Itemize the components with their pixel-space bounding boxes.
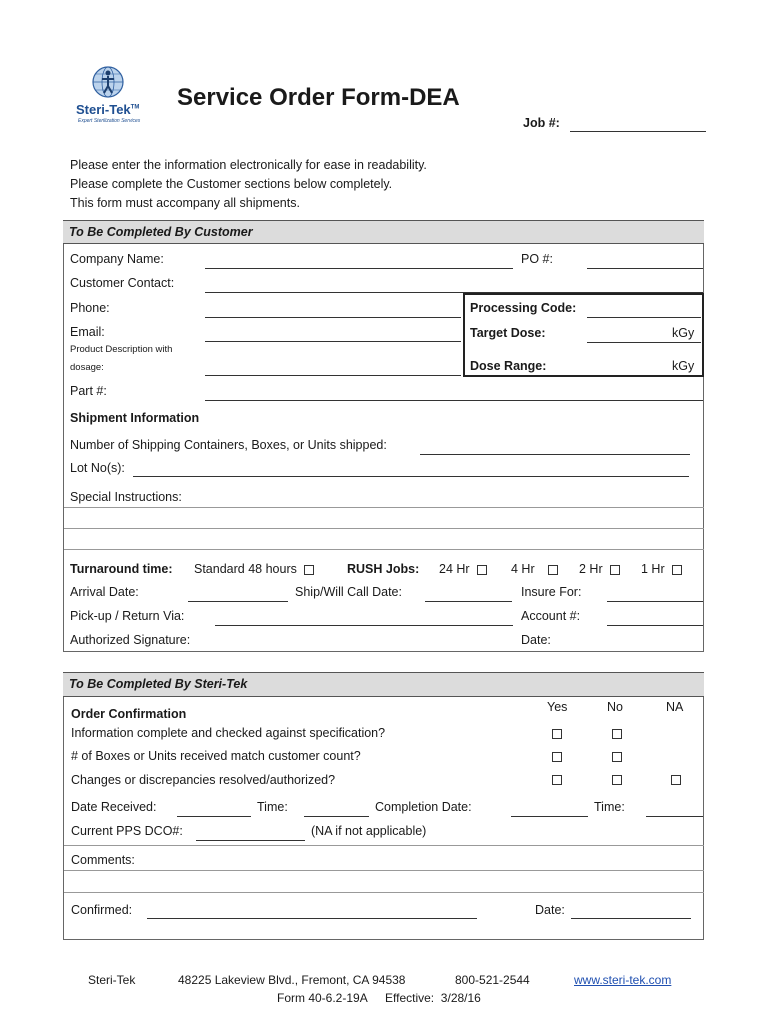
arrival-date-field[interactable] <box>188 601 288 602</box>
containers-field[interactable] <box>420 454 690 455</box>
confirmed-date-label: Date: <box>535 903 565 917</box>
na-note: (NA if not applicable) <box>311 824 427 838</box>
logo-wordmark: Steri-Tek <box>76 102 131 117</box>
signature-label: Authorized Signature: <box>70 633 191 647</box>
company-name-label: Company Name: <box>70 252 164 266</box>
account-label: Account #: <box>521 609 581 623</box>
rush-24-label: 24 Hr <box>439 562 470 576</box>
target-dose-label: Target Dose: <box>470 326 546 340</box>
customer-section-title: To Be Completed By Customer <box>63 220 704 244</box>
email-label: Email: <box>70 325 105 339</box>
standard-48-label: Standard 48 hours <box>194 562 297 576</box>
q1-yes-checkbox[interactable] <box>552 729 562 739</box>
rush-label: RUSH Jobs: <box>347 562 420 576</box>
intro-line: This form must accompany all shipments. <box>70 196 300 210</box>
completion-time-field[interactable] <box>646 816 703 817</box>
intro-line: Please enter the information electronically for ease in readability. <box>70 158 427 172</box>
rush-1-label: 1 Hr <box>641 562 665 576</box>
col-no-header: No <box>607 700 623 714</box>
date-received-label: Date Received: <box>71 800 157 814</box>
question-3: Changes or discrepancies resolved/authorized? <box>71 773 336 787</box>
ship-date-label: Ship/Will Call Date: <box>295 585 402 599</box>
pps-dco-field[interactable] <box>196 840 305 841</box>
standard-48-checkbox[interactable] <box>304 565 314 575</box>
po-field[interactable] <box>587 268 703 269</box>
comments-label: Comments: <box>71 853 135 867</box>
ship-date-field[interactable] <box>425 601 512 602</box>
footer-website-link[interactable]: www.steri-tek.com <box>574 973 672 987</box>
po-label: PO #: <box>521 252 553 266</box>
rush-4-label: 4 Hr <box>511 562 535 576</box>
processing-code-label: Processing Code: <box>470 301 577 315</box>
product-description-field[interactable] <box>205 375 461 376</box>
steritek-section-title: To Be Completed By Steri-Tek <box>63 672 704 697</box>
logo-trademark: TM <box>130 104 140 111</box>
company-name-field[interactable] <box>205 268 513 269</box>
shipment-heading: Shipment Information <box>70 411 200 425</box>
rush-1-checkbox[interactable] <box>672 565 682 575</box>
footer-company: Steri-Tek <box>88 973 136 987</box>
confirmed-label: Confirmed: <box>71 903 133 917</box>
completion-date-label: Completion Date: <box>375 800 472 814</box>
order-confirmation-heading: Order Confirmation <box>71 707 187 721</box>
q2-no-checkbox[interactable] <box>612 752 622 762</box>
logo-tagline: Expert Sterilization Services <box>78 118 141 124</box>
lot-label: Lot No(s): <box>70 461 125 475</box>
product-description-label-2: dosage: <box>70 362 104 373</box>
intro-line: Please complete the Customer sections below completely. <box>70 177 393 191</box>
target-dose-field[interactable] <box>587 342 701 343</box>
signature-date-label: Date: <box>521 633 551 647</box>
special-instructions-field[interactable] <box>64 508 704 528</box>
email-field[interactable] <box>205 341 461 342</box>
footer-phone: 800-521-2544 <box>455 973 530 987</box>
special-instructions-label: Special Instructions: <box>70 490 182 504</box>
rush-2-checkbox[interactable] <box>610 565 620 575</box>
customer-contact-label: Customer Contact: <box>70 276 175 290</box>
dose-range-unit: kGy <box>672 359 695 373</box>
insure-for-label: Insure For: <box>521 585 582 599</box>
part-field[interactable] <box>205 400 703 401</box>
col-yes-header: Yes <box>547 700 568 714</box>
pickup-label: Pick-up / Return Via: <box>70 609 185 623</box>
turnaround-label: Turnaround time: <box>70 562 173 576</box>
insure-for-field[interactable] <box>607 601 703 602</box>
footer-form-number: Form 40-6.2-19A <box>277 991 368 1005</box>
comments-field[interactable] <box>64 871 704 891</box>
question-1: Information complete and checked against specification? <box>71 726 386 740</box>
q1-no-checkbox[interactable] <box>612 729 622 739</box>
rush-4-checkbox[interactable] <box>548 565 558 575</box>
job-number-field[interactable] <box>570 131 706 132</box>
rush-2-label: 2 Hr <box>579 562 603 576</box>
rush-24-checkbox[interactable] <box>477 565 487 575</box>
signature-field[interactable] <box>215 633 513 651</box>
globe-icon <box>74 64 158 104</box>
account-field[interactable] <box>607 625 703 626</box>
q2-yes-checkbox[interactable] <box>552 752 562 762</box>
footer-effective: Effective: 3/28/16 <box>385 991 481 1005</box>
pickup-field[interactable] <box>215 625 513 626</box>
target-dose-unit: kGy <box>672 326 695 340</box>
completion-date-field[interactable] <box>511 816 588 817</box>
arrival-date-label: Arrival Date: <box>70 585 139 599</box>
q3-na-checkbox[interactable] <box>671 775 681 785</box>
footer-address: 48225 Lakeview Blvd., Fremont, CA 94538 <box>178 973 406 987</box>
confirmed-date-field[interactable] <box>571 918 691 919</box>
date-received-field[interactable] <box>177 816 251 817</box>
q3-yes-checkbox[interactable] <box>552 775 562 785</box>
question-2: # of Boxes or Units received match customer count? <box>71 749 361 763</box>
q3-no-checkbox[interactable] <box>612 775 622 785</box>
time-field[interactable] <box>304 816 369 817</box>
job-label: Job #: <box>523 116 560 130</box>
pps-dco-label: Current PPS DCO#: <box>71 824 183 838</box>
completion-time-label: Time: <box>594 800 625 814</box>
dose-range-label: Dose Range: <box>470 359 547 373</box>
confirmed-field[interactable] <box>147 918 477 919</box>
phone-label: Phone: <box>70 301 110 315</box>
company-logo <box>74 64 158 126</box>
part-label: Part #: <box>70 384 107 398</box>
col-na-header: NA <box>666 700 684 714</box>
processing-code-field[interactable] <box>587 317 701 318</box>
product-description-label-1: Product Description with <box>70 344 173 355</box>
containers-label: Number of Shipping Containers, Boxes, or Units shipped: <box>70 438 387 452</box>
lot-field[interactable] <box>133 476 689 477</box>
page-title: Service Order Form-DEA <box>177 84 460 111</box>
phone-field[interactable] <box>205 317 461 318</box>
time-label: Time: <box>257 800 288 814</box>
